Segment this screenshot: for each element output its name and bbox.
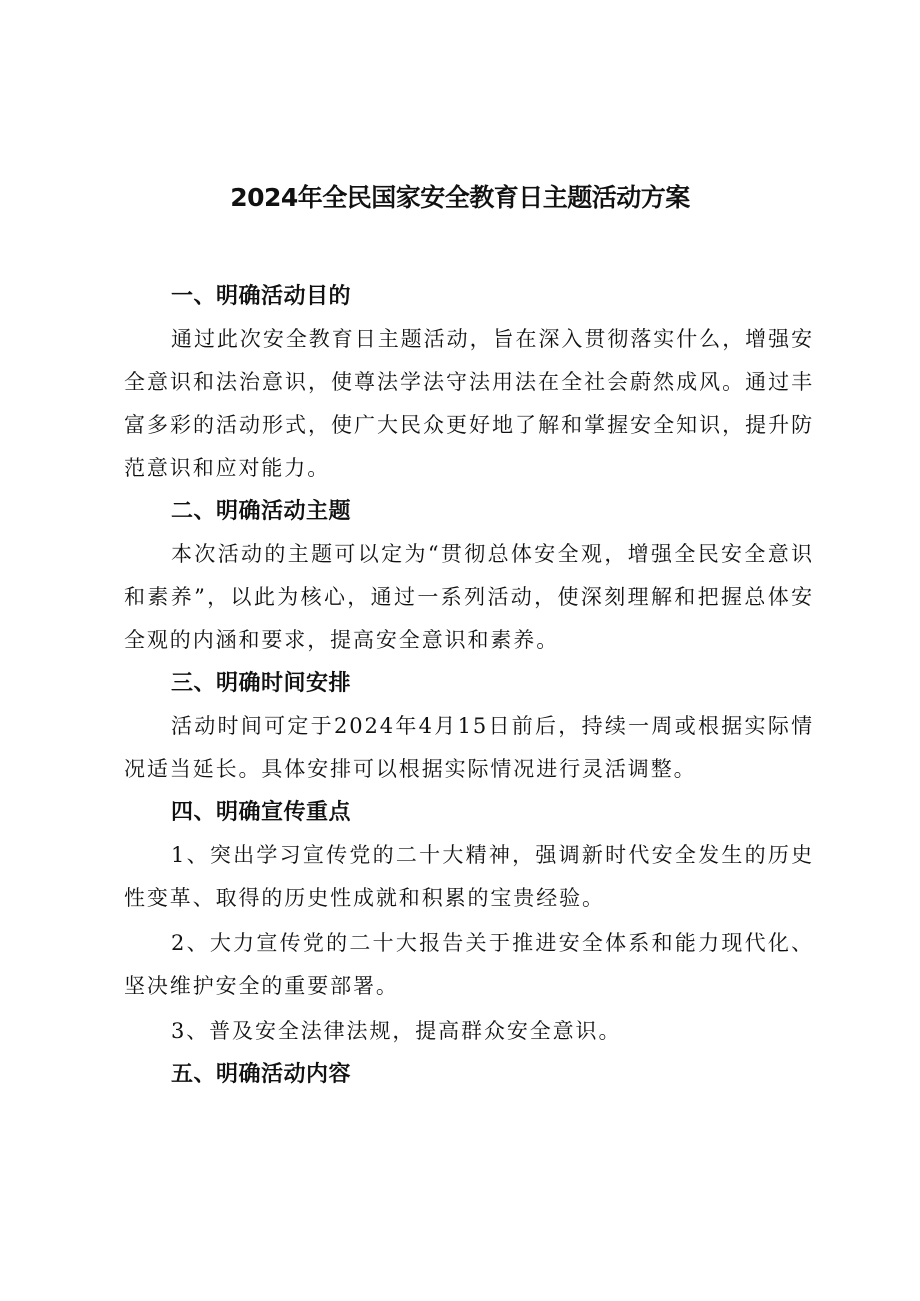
document-body [124, 280, 814, 1096]
section-heading-content: 五、明确活动内容 [171, 1062, 352, 1087]
document-title: 2024年全民国家安全教育日主题活动方案 [230, 183, 690, 212]
paragraph-publicity-2: 2、大力宣传党的二十大报告关于推进安全体系和能力现代化、坚决维护安全的重要部署。 [124, 931, 814, 998]
section-heading-publicity: 四、明确宣传重点 [171, 800, 352, 825]
paragraph-publicity-3: 3、普及安全法律法规，提高群众安全意识。 [171, 1019, 622, 1043]
section-heading-theme: 二、明确活动主题 [171, 499, 352, 524]
paragraph-publicity-1: 1、突出学习宣传党的二十大精神，强调新时代安全发生的历史性变革、取得的历史性成就和积累的宝贵经验。 [124, 843, 814, 910]
paragraph-schedule: 活动时间可定于2024年4月15日前后，持续一周或根据实际情况适当延长。具体安排可以根据实际情况进行灵活调整。 [124, 714, 814, 781]
paragraph-purpose: 通过此次安全教育日主题活动，旨在深入贯彻落实什么，增强安全意识和法治意识，使尊法学法守法用法在全社会蔚然成风。通过丰富多彩的活动形式，使广大民众更好地了解和掌握安全知识，提升防范意识和应对能力。 [124, 327, 814, 480]
section-heading-purpose: 一、明确活动目的 [171, 284, 352, 309]
paragraph-theme: 本次活动的主题可以定为“贯彻总体安全观，增强全民安全意识和素养”，以此为核心，通过一系列活动，使深刻理解和把握总体安全观的内涵和要求，提高安全意识和素养。 [124, 542, 814, 652]
section-heading-schedule: 三、明确时间安排 [171, 671, 352, 696]
